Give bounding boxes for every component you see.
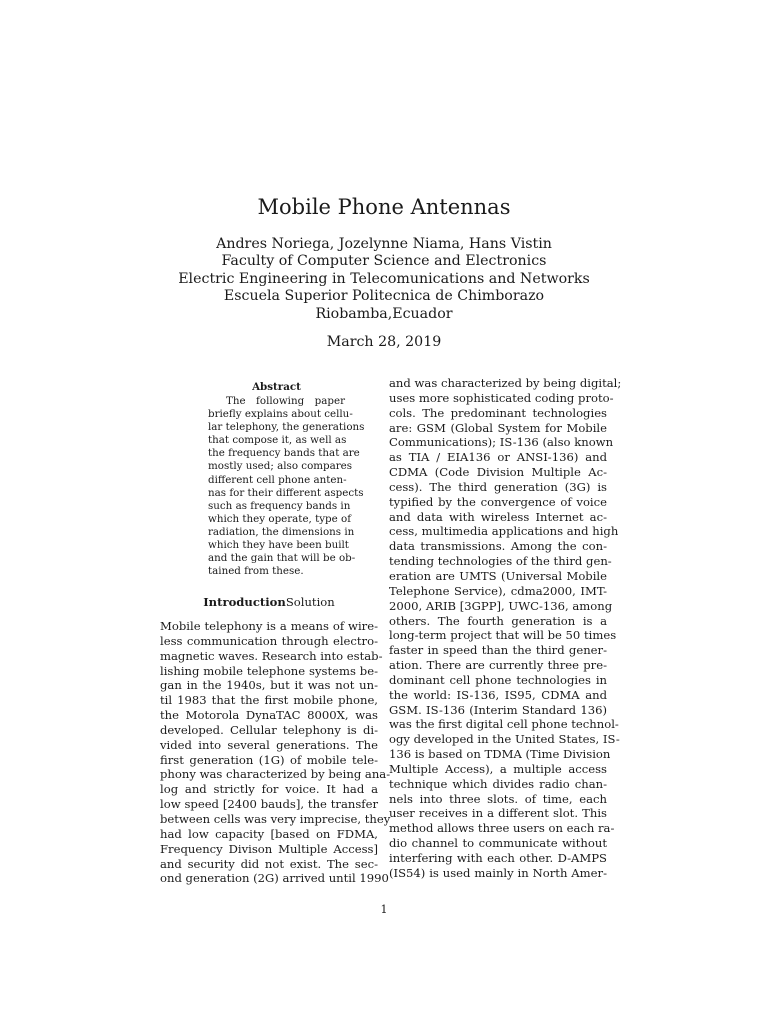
abstract-line: briefly explains about cellu- <box>208 408 353 421</box>
abstract-body <box>208 395 365 578</box>
text-line: are: GSM (Global System for Mobile <box>389 420 607 435</box>
text-line: long-term project that will be 50 times <box>389 628 617 643</box>
abstract <box>208 381 365 578</box>
abstract-line: such as frequency bands in <box>208 499 351 512</box>
text-line: log and strictly for voice. It had a <box>160 782 378 797</box>
text-line: ation. There are currently three pre- <box>389 658 607 673</box>
text-line: cess, multimedia applications and high <box>389 524 619 539</box>
section-heading-rest: Solution <box>285 595 335 609</box>
text-line: faster in speed than the third gener- <box>389 643 607 658</box>
text-line: nels into three slots. of time, each <box>389 791 607 806</box>
author-names: Andres Noriega, Jozelynne Niama, Hans Vistin <box>216 236 552 252</box>
author-institution: Escuela Superior Politecnica de Chimborazo <box>223 288 545 305</box>
text-line: cess). The third generation (3G) is <box>389 479 607 494</box>
text-line: low speed [2400 bauds], the transfer <box>160 797 378 812</box>
text-line: Multiple Access), a multiple access <box>389 761 607 776</box>
page-number: 1 <box>380 903 388 916</box>
text-line: method allows three users on each ra- <box>389 821 615 836</box>
text-line: vided into several generations. The <box>160 737 378 752</box>
abstract-line: tained from these. <box>208 565 304 578</box>
paper-title: Mobile Phone Antennas <box>257 195 511 219</box>
author-program: Electric Engineering in Telecomunications and Networks <box>178 270 590 287</box>
text-line: lishing mobile telephone systems be- <box>160 663 378 678</box>
abstract-heading: Abstract <box>252 381 301 393</box>
text-line: typified by the convergence of voice <box>389 494 607 509</box>
text-line: first generation (1G) of mobile tele- <box>160 752 378 767</box>
abstract-line: different cell phone anten- <box>208 473 347 486</box>
text-line: interfering with each other. D-AMPS <box>389 851 607 865</box>
abstract-line: The following paper <box>226 395 345 407</box>
left-column-text <box>160 619 391 886</box>
abstract-line: radiation, the dimensions in <box>208 525 355 538</box>
text-line: user receives in a different slot. This <box>389 806 607 821</box>
text-line: phony was characterized by being ana- <box>160 767 391 782</box>
text-line: Mobile telephony is a means of wire- <box>160 619 378 633</box>
text-line: dio channel to communicate without <box>389 836 607 851</box>
text-line: others. The fourth generation is a <box>389 613 607 628</box>
abstract-line: and the gain that will be ob- <box>208 552 356 565</box>
author-location: Riobamba,Ecuador <box>315 305 453 322</box>
text-line: and security did not exist. The sec- <box>160 856 378 871</box>
text-line: ond generation (2G) arrived until 1990 <box>160 871 389 886</box>
text-line: and was characterized by being digital; <box>389 376 622 390</box>
text-line: Frequency Divison Multiple Access] <box>160 841 378 856</box>
abstract-line: lar telephony, the generations <box>208 421 365 434</box>
abstract-line: nas for their different aspects <box>208 486 364 499</box>
text-line: eration are UMTS (Universal Mobile <box>389 568 607 583</box>
text-line: developed. Cellular telephony is di- <box>160 722 378 737</box>
text-line: tending technologies of the third gen- <box>389 554 612 569</box>
right-column-text <box>389 376 622 881</box>
text-line: gan in the 1940s, but it was not un- <box>160 678 378 693</box>
text-line: the world: IS-136, IS95, CDMA and <box>389 687 607 702</box>
text-line: (IS54) is used mainly in North Amer- <box>389 865 607 880</box>
text-line: less communication through electro- <box>160 633 378 648</box>
text-line: dominant cell phone technologies in <box>389 672 607 687</box>
abstract-line: that compose it, as well as <box>208 434 347 447</box>
text-line: had low capacity [based on FDMA, <box>160 826 378 841</box>
text-line: and data with wireless Internet ac- <box>389 509 607 524</box>
text-line: 136 is based on TDMA (Time Division <box>389 747 611 762</box>
abstract-line: which they have been built <box>208 539 349 552</box>
text-line: 2000, ARIB [3GPP], UWC-136, among <box>389 598 613 613</box>
abstract-line: the frequency bands that are <box>208 447 360 460</box>
text-line: Telephone Service), cdma2000, IMT- <box>389 583 607 598</box>
section-heading <box>160 595 378 609</box>
text-line: magnetic waves. Research into estab- <box>160 648 383 663</box>
text-line: between cells was very imprecise, they <box>160 811 391 826</box>
paper-date: March 28, 2019 <box>326 334 442 350</box>
text-line: Communications); IS-136 (also known <box>389 435 614 450</box>
abstract-line: which they operate, type of <box>208 512 352 525</box>
text-line: uses more sophisticated coding proto- <box>389 390 614 405</box>
text-line: GSM. IS-136 (Interim Standard 136) <box>389 702 607 717</box>
abstract-line: mostly used; also compares <box>208 460 353 473</box>
text-line: data transmissions. Among the con- <box>389 539 607 554</box>
text-line: cols. The predominant technologies <box>389 405 607 420</box>
text-line: technique which divides radio chan- <box>389 776 607 791</box>
text-line: was the first digital cell phone technol- <box>389 717 619 732</box>
author-faculty: Faculty of Computer Science and Electronics <box>221 253 547 270</box>
text-line: CDMA (Code Division Multiple Ac- <box>389 465 607 480</box>
text-line: ogy developed in the United States, IS- <box>389 732 620 747</box>
text-line: the Motorola DynaTAC 8000X, was <box>160 708 378 723</box>
text-line: as TIA / EIA136 or ANSI-136) and <box>389 450 607 465</box>
section-heading-bold: Introduction <box>203 595 286 609</box>
author-block <box>0 236 768 323</box>
text-line: til 1983 that the first mobile phone, <box>160 693 378 708</box>
